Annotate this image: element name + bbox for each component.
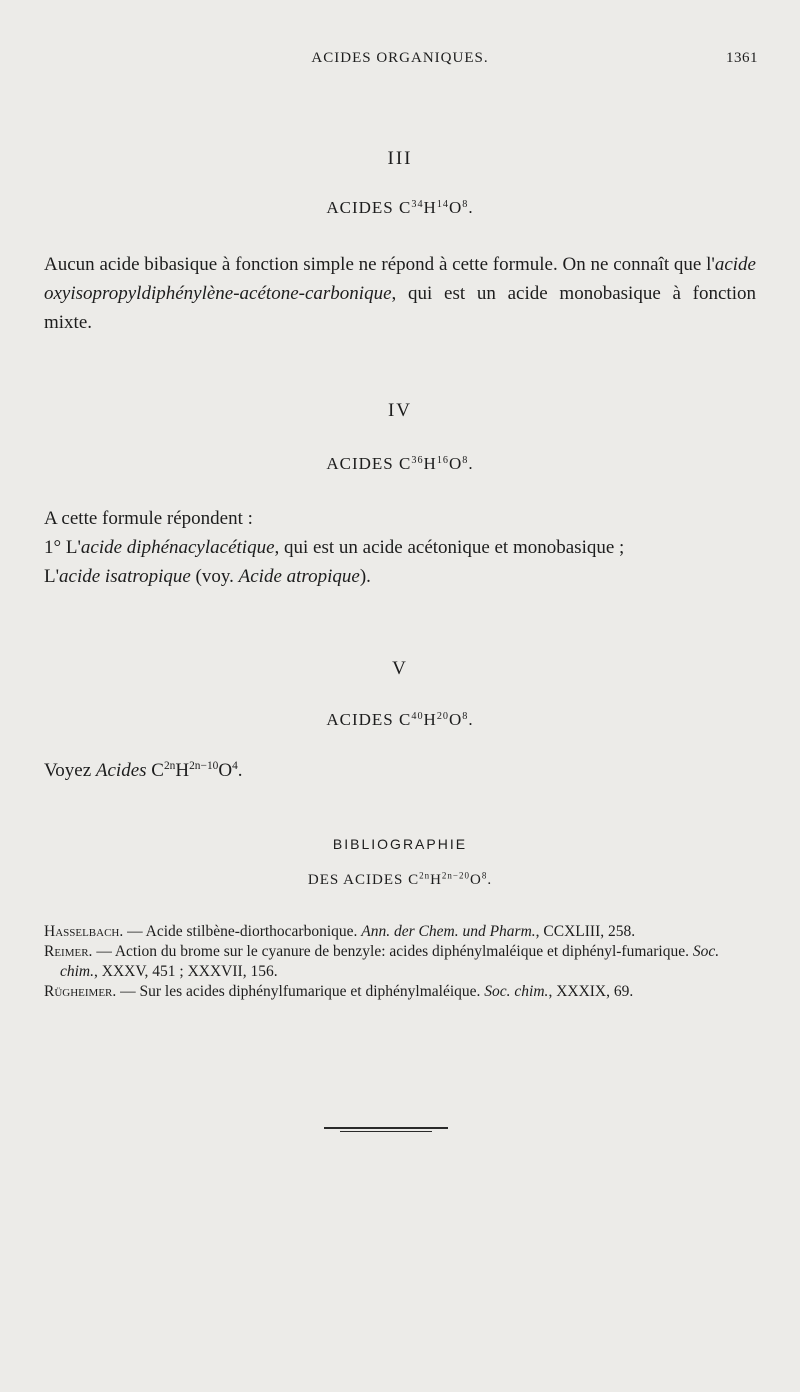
bibliography-entry: Rügheimer. — Sur les acides diphénylfumarique et diphénylmaléique. Soc. chim., XXXIX, 69. bbox=[44, 983, 634, 1000]
section-4-item-2: L'acide isatropique (voy. Acide atropique). bbox=[44, 566, 371, 587]
closing-rule-thin bbox=[340, 1131, 432, 1132]
section-4-heading: ACIDES $C^{36}H^{16}O^8$. bbox=[326, 454, 474, 473]
section-5-paragraph: Voyez Acides $C^{2n}H^{2n-10}O^4$. bbox=[44, 760, 243, 781]
section-4-intro: A cette formule répondent : bbox=[44, 508, 253, 529]
running-title: ACIDES ORGANIQUES. bbox=[311, 50, 489, 66]
section-3-heading: ACIDES $C^{34}H^{14}O^8$. bbox=[326, 198, 474, 217]
page-number: 1361 bbox=[726, 50, 758, 66]
section-3-number: III bbox=[387, 148, 413, 169]
bibliography-entry: Reimer. — Action du brome sur le cyanure de benzyle: acides diphénylmaléique et diphényl-fumarique. Soc. chim., XXXV, 451 ; XXXVII, 156. bbox=[44, 943, 720, 980]
running-head bbox=[0, 50, 800, 74]
section-5-number: V bbox=[392, 658, 408, 679]
closing-rule bbox=[324, 1127, 448, 1129]
section-5-heading: ACIDES $C^{40}H^{20}O^8$. bbox=[326, 710, 474, 729]
section-4-paragraph bbox=[44, 504, 756, 591]
bibliography-subtitle: DES ACIDES $C^{2n}H^{2n-20}O^8$. bbox=[307, 870, 493, 888]
bibliography-title: BIBLIOGRAPHIE bbox=[332, 836, 468, 852]
section-4-number: IV bbox=[387, 400, 413, 421]
section-3-paragraph: Aucun acide bibasique à fonction simple ne répond à cette formule. On ne connaît que l'acide oxyisopropyldiphénylène-acétone-carbonique, qui est un acide monobasique à fonction mixte. bbox=[44, 254, 756, 333]
bibliography-list bbox=[44, 922, 756, 1002]
section-4-item-1: 1° L'acide diphénacylacétique, qui est un acide acétonique et monobasique ; bbox=[44, 537, 625, 558]
bibliography-entry: Hasselbach. — Acide stilbène-diorthocarbonique. Ann. der Chem. und Pharm., CCXLIII, 258. bbox=[44, 923, 636, 940]
